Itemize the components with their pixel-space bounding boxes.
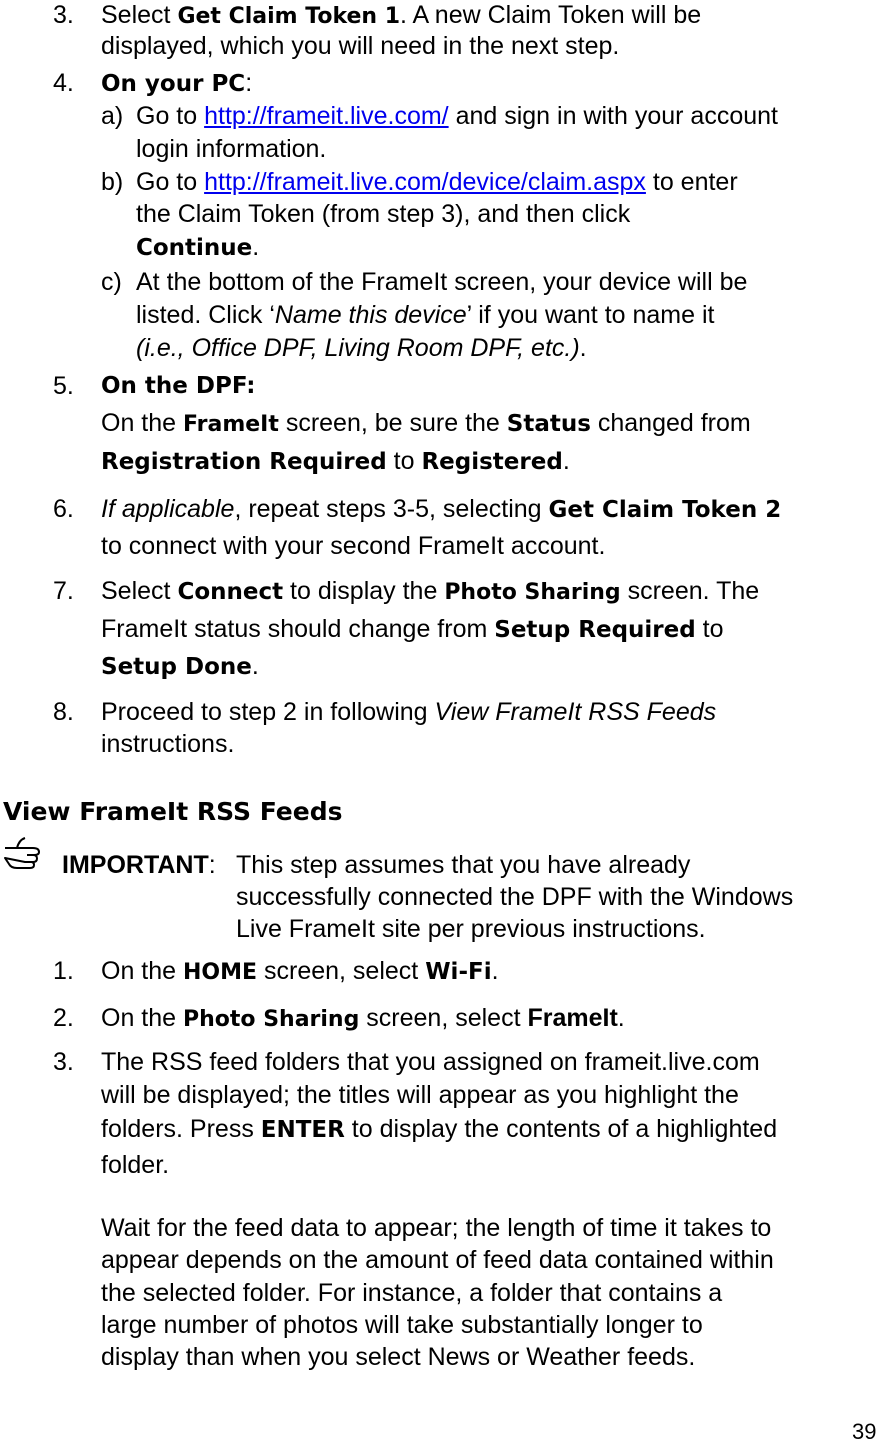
important-line: Live FrameIt site per previous instructions. (236, 915, 706, 943)
wait-paragraph-line: Wait for the feed data to appear; the length of time it takes to (101, 1214, 772, 1242)
substep-letter: b) (101, 168, 124, 196)
step4c-line2: listed. Click ‘Name this device’ if you want to name it (136, 301, 715, 329)
continue-label: Continue (136, 235, 253, 261)
important-line: This step assumes that you have already (236, 851, 691, 879)
rss-step3-line4: folder. (101, 1151, 170, 1179)
rss-step3-line2: will be displayed; the titles will appear as you highlight the (101, 1081, 739, 1109)
step7-line2: FrameIt status should change from Setup Required to (101, 615, 724, 643)
step-number: 7. (53, 577, 74, 605)
wait-paragraph-line: large number of photos will take substantially longer to (101, 1311, 703, 1339)
step-number: 3. (53, 1, 74, 29)
step-number: 6. (53, 495, 74, 523)
step-number: 4. (53, 69, 74, 97)
step-number: 8. (53, 698, 74, 726)
substep-letter: c) (101, 268, 122, 296)
substep-letter: a) (101, 102, 124, 130)
step4a-line1: Go to http://frameit.live.com/ and sign in with your account (136, 102, 778, 130)
step5-line1: On the FrameIt screen, be sure the Status changed from (101, 409, 751, 437)
get-claim-token-2-label: Get Claim Token 2 (548, 497, 782, 523)
step4b-line3: Continue. (136, 233, 260, 261)
step4b-line2: the Claim Token (from step 3), and then click (136, 200, 631, 228)
wait-paragraph-line: the selected folder. For instance, a folder that contains a (101, 1279, 723, 1307)
step3-line2: displayed, which you will need in the next step. (101, 32, 620, 60)
step7-line3: Setup Done. (101, 652, 259, 680)
step-number: 1. (53, 957, 74, 985)
page-number: 39 (852, 1419, 877, 1444)
wait-paragraph-line: appear depends on the amount of feed data contained within (101, 1246, 774, 1274)
step4b-line1: Go to http://frameit.live.com/device/claim.aspx to enter (136, 168, 738, 196)
step6-line1: If applicable, repeat steps 3-5, selecting Get Claim Token 2 (101, 495, 782, 523)
wait-paragraph-line: display than when you select News or Weather feeds. (101, 1343, 696, 1371)
step-number: 3. (53, 1048, 74, 1076)
important-label: IMPORTANT: (62, 851, 216, 879)
step4-heading: On your PC: (101, 69, 253, 97)
section-title: View FrameIt RSS Feeds (3, 797, 343, 826)
rss-step1-line: On the HOME screen, select Wi-Fi. (101, 957, 499, 985)
rss-step3-line3: folders. Press ENTER to display the contents of a highlighted (101, 1115, 778, 1143)
step5-line2: Registration Required to Registered. (101, 447, 570, 475)
step-number: 5. (53, 372, 74, 400)
step8-line1: Proceed to step 2 in following View FrameIt RSS Feeds (101, 698, 717, 726)
step5-heading: On the DPF: (101, 373, 256, 399)
rss-step2-line: On the Photo Sharing screen, select FrameIt. (101, 1004, 625, 1032)
step7-line1: Select Connect to display the Photo Sharing screen. The (101, 577, 760, 605)
step4c-line3: (i.e., Office DPF, Living Room DPF, etc.). (136, 334, 587, 362)
step8-line2: instructions. (101, 730, 235, 758)
get-claim-token-1-label: Get Claim Token 1 (177, 4, 401, 29)
rss-step3-line1: The RSS feed folders that you assigned on frameit.live.com (101, 1048, 760, 1076)
pointing-hand-icon (3, 834, 51, 872)
important-line: successfully connected the DPF with the Windows (236, 883, 794, 911)
step3-line1: Select Get Claim Token 1. A new Claim Token will be (101, 1, 702, 29)
frameit-home-link[interactable]: http://frameit.live.com/ (204, 102, 449, 130)
step6-line2: to connect with your second FrameIt account. (101, 532, 606, 560)
step-number: 2. (53, 1004, 74, 1032)
frameit-claim-link[interactable]: http://frameit.live.com/device/claim.aspx (204, 168, 646, 196)
step4a-line2: login information. (136, 135, 327, 163)
step4c-line1: At the bottom of the FrameIt screen, your device will be (136, 268, 748, 296)
